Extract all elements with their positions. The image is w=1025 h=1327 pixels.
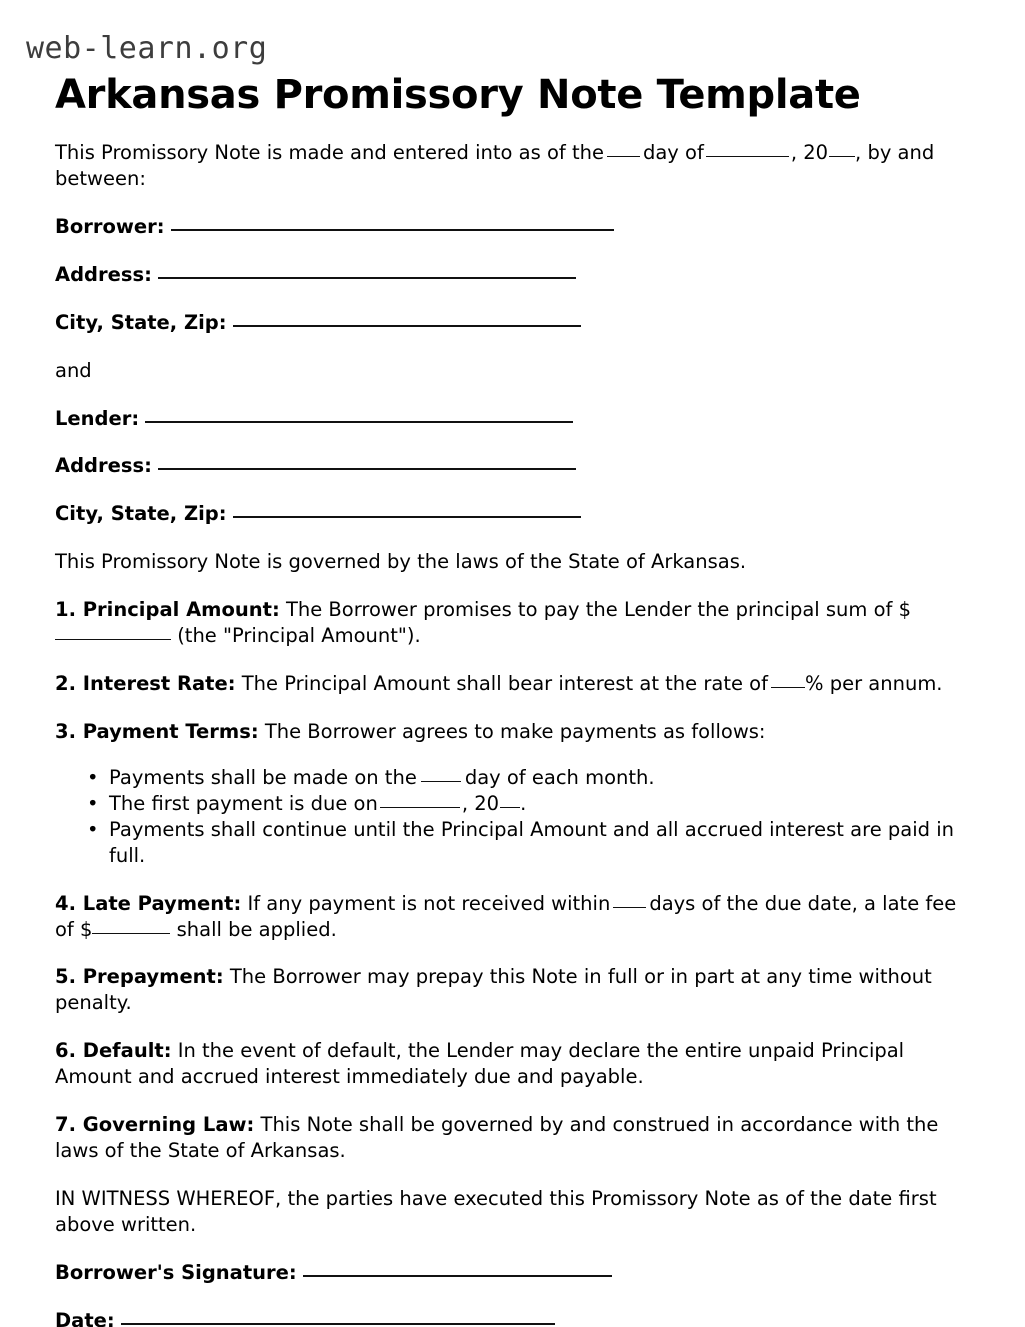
lender-city-state-zip-line[interactable]: [233, 516, 581, 518]
field-lender-city-state-zip: [55, 501, 967, 527]
lender-name-label: Lender:: [55, 406, 140, 430]
interest-rate-blank[interactable]: [771, 687, 805, 688]
signature-date-line[interactable]: [121, 1323, 555, 1325]
section-4-heading: 4. Late Payment:: [55, 891, 242, 915]
document-body: [55, 140, 967, 1327]
lender-address-line[interactable]: [158, 468, 576, 470]
borrower-address-line[interactable]: [158, 277, 576, 279]
section-3-text: The Borrower agrees to make payments as follows:: [264, 719, 766, 743]
borrower-signature-line[interactable]: [303, 1275, 612, 1277]
borrower-name-label: Borrower:: [55, 214, 165, 238]
late-days-blank[interactable]: [613, 907, 646, 908]
section-5-heading: 5. Prepayment:: [55, 965, 224, 989]
field-signature-date: [55, 1308, 967, 1327]
intro-day-blank[interactable]: [607, 156, 640, 157]
bullet-1-text-after: day of each month.: [464, 765, 655, 789]
section-principal-amount: [55, 597, 967, 649]
field-lender-address: [55, 453, 967, 479]
section-2-text-before: The Principal Amount shall bear interest at the rate of: [241, 672, 768, 696]
first-payment-year-blank[interactable]: [500, 807, 520, 808]
intro-text-part2: day of: [642, 141, 704, 164]
borrower-city-state-zip-line[interactable]: [233, 325, 581, 327]
list-item: [55, 817, 967, 869]
section-late-payment: [55, 891, 967, 943]
first-payment-month-blank[interactable]: [380, 807, 460, 808]
lender-city-state-zip-label: City, State, Zip:: [55, 502, 227, 526]
section-7-text: This Note shall be governed by and construed in accordance with the laws of the State of Arkansas.: [55, 1113, 939, 1163]
section-1-text-after: (the "Principal Amount").: [171, 624, 421, 648]
intro-text-part3: , 20: [790, 141, 829, 164]
list-item: [55, 765, 967, 791]
section-5-text: The Borrower may prepay this Note in full or in part at any time without penalty.: [55, 965, 932, 1015]
section-3-heading: 3. Payment Terms:: [55, 719, 259, 743]
bullet-2-text-before: The first payment is due on: [109, 791, 378, 815]
intro-text-part1: This Promissory Note is made and entered into as of the: [55, 141, 604, 164]
bullet-3-text: Payments shall continue until the Principal Amount and all accrued interest are paid in full.: [109, 817, 954, 867]
bullet-1-text-before: Payments shall be made on the: [109, 765, 417, 789]
field-lender-name: [55, 406, 967, 432]
section-1-heading: 1. Principal Amount:: [55, 598, 280, 622]
borrower-city-state-zip-label: City, State, Zip:: [55, 310, 227, 334]
section-2-heading: 2. Interest Rate:: [55, 672, 236, 696]
lender-address-label: Address:: [55, 454, 152, 478]
section-4-text-middle: days of the due date, a late fee of $: [55, 891, 957, 941]
section-6-text: In the event of default, the Lender may declare the entire unpaid Principal Amount and accrued interest immediately due and payable.: [55, 1039, 905, 1089]
page-title: Arkansas Promissory Note Template: [55, 72, 861, 118]
section-7-heading: 7. Governing Law:: [55, 1113, 255, 1137]
field-borrower-address: [55, 262, 967, 288]
section-4-text-after: shall be applied.: [170, 917, 337, 941]
intro-paragraph: [55, 140, 967, 192]
witness-clause: IN WITNESS WHEREOF, the parties have executed this Promissory Note as of the date first above written.: [55, 1186, 937, 1236]
late-fee-blank[interactable]: [92, 933, 170, 934]
field-borrower-city-state-zip: [55, 310, 967, 336]
section-payment-terms: [55, 719, 967, 745]
site-watermark: web-learn.org: [26, 31, 268, 66]
section-6-heading: 6. Default:: [55, 1039, 172, 1063]
bullet-2-text-after: .: [520, 791, 527, 815]
section-1-text-before: The Borrower promises to pay the Lender the principal sum of $: [285, 598, 911, 622]
list-item: [55, 791, 967, 817]
section-2-text-after: % per annum.: [804, 672, 943, 696]
parties-conjunction: and: [55, 358, 92, 382]
governing-statement: This Promissory Note is governed by the laws of the State of Arkansas.: [55, 550, 747, 574]
intro-year-blank[interactable]: [829, 156, 855, 157]
intro-month-blank[interactable]: [706, 156, 789, 157]
section-4-text-before: If any payment is not received within: [247, 891, 611, 915]
section-prepayment: [55, 964, 967, 1016]
bullet-2-text-mid: , 20: [461, 791, 500, 815]
intro-text-part4: , by and between:: [55, 141, 935, 190]
principal-amount-blank[interactable]: [55, 639, 171, 640]
section-default: [55, 1038, 967, 1090]
field-borrower-signature: [55, 1260, 967, 1286]
payment-terms-list: [55, 765, 967, 869]
signature-date-label: Date:: [55, 1308, 115, 1327]
borrower-name-line[interactable]: [171, 229, 614, 231]
lender-name-line[interactable]: [145, 421, 573, 423]
section-interest-rate: [55, 671, 967, 697]
borrower-address-label: Address:: [55, 262, 152, 286]
payment-day-blank[interactable]: [421, 781, 461, 782]
borrower-signature-label: Borrower's Signature:: [55, 1260, 297, 1284]
section-governing-law: [55, 1112, 967, 1164]
field-borrower-name: [55, 214, 967, 240]
